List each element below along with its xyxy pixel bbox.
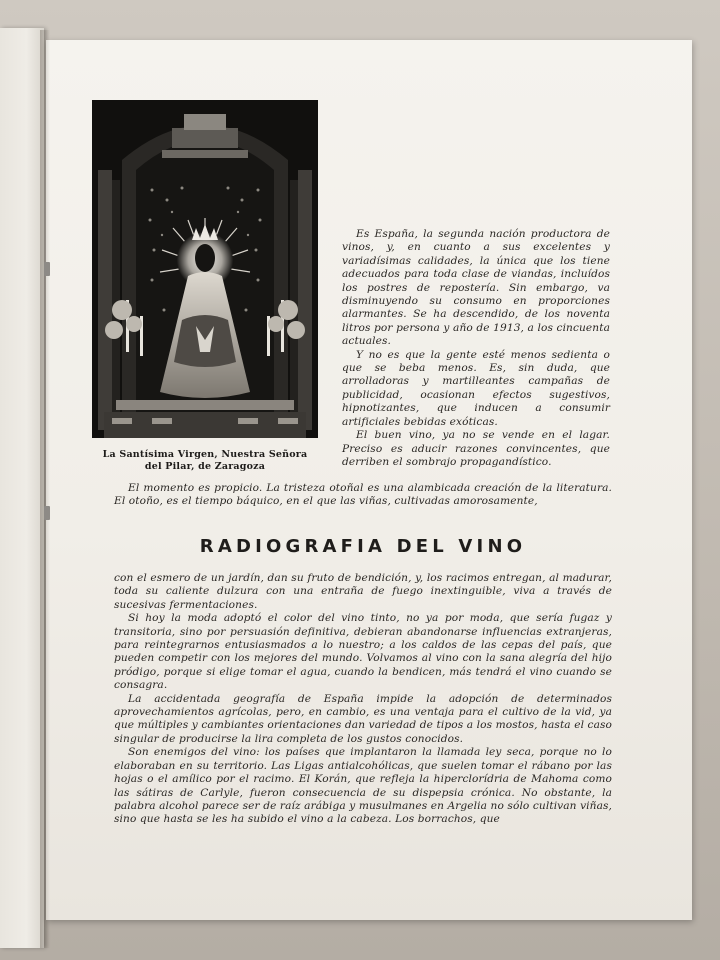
virgin-del-pilar-photo [92,100,318,438]
altar-photo-icon [92,100,318,438]
paragraph: con el esmero de un jardín, dan su fruto de bendición, y, los racimos entregan, al madurar, toda su caliente dulzura con una entraña de fuego inextinguible, viva a través de sucesivas fermentaciones. [114,572,612,611]
paragraph: Y no es que la gente esté menos sedienta o que se beba menos. Es, sin duda, que arrolladoras y martilleantes campañas de publicidad, ocasionan efectos sugestivos, hipnotizantes, que inducen a consumir artificiales bebidas exóticas. [342,348,610,428]
paragraph: Son enemigos del vino: los países que implantaron la llamada ley seca, porque no lo elaboraban en su territorio. Las Ligas antialcohólicas, que suelen tomar el rábano por las hojas o el amílico por el racimo. El Korán, que refleja la hiperclorídria de Mahoma como las sátiras de Carlyle, fueron consecuencia de su dispepsia crónica. No obstante, la palabra alcohol parece ser de raíz arábiga y musulmanes en Argelia no sólo cultivan viñas, sino que hasta se les ha subido el vino a la cabeza. Los borrachos, que [114,746,612,826]
paragraph: La accidentada geografía de España impide la adopción de determinados aprovechamientos agrícolas, pero, en cambio, es una ventaja para el cultivo de la vid, ya que múltiples y cambiantes orientaciones dan variedad de tipos a los mostos, hasta el caso singular de producirse la lira completa de los gustos conocidos. [114,692,612,745]
paragraph: El buen vino, ya no se vende en el lagar. Preciso es aducir razones convincentes, que derriben el sombrajo propagandístico. [342,429,610,468]
photo-caption [98,449,312,473]
paragraph: Si hoy la moda adoptó el color del vino tinto, no ya por moda, que sería fugaz y transitoria, sino por persuasión definitiva, debieran abandonarse influencias extranjeras, para reintegrarnos entusiasmados a lo nuestro; a los caldos de las cepas del país, que pueden competir con los mejores del mundo. Volvamos al vino con la sana alegría del hijo pródigo, porque si elige tomar el agua, cuando la bendicen, más tendrá el vino cuando se consagra. [114,612,612,692]
caption-line-1: La Santísima Virgen, Nuestra Señora [102,449,308,460]
paragraph: El momento es propicio. La tristeza otoñal es una alambicada creación de la literatura. El otoño, es el tiempo báquico, en el que las viñas, cultivadas amorosamente, [114,482,612,508]
intro-text [114,482,612,509]
staple-top [44,262,50,276]
spine-shadow [40,30,50,948]
paragraph: Es España, la segunda nación productora de vinos, y, en cuanto a sus excelentes y variadísimas calidades, la única que los tiene adecuados para toda clase de viandas, incluídos los postres de repostería. Sin embargo, va disminuyendo su consumo en proporciones alarmantes. Se ha descendido, de los noventa litros por persona y año de 1913, a los cincuenta actuales. [342,228,610,348]
staple-bottom [44,506,50,520]
right-column-text [342,228,610,469]
previous-page-edge [0,28,44,948]
caption-line-2: del Pilar, de Zaragoza [144,461,266,472]
article-title: RADIOGRAFIA DEL VINO [199,536,527,557]
body-text [114,572,612,827]
